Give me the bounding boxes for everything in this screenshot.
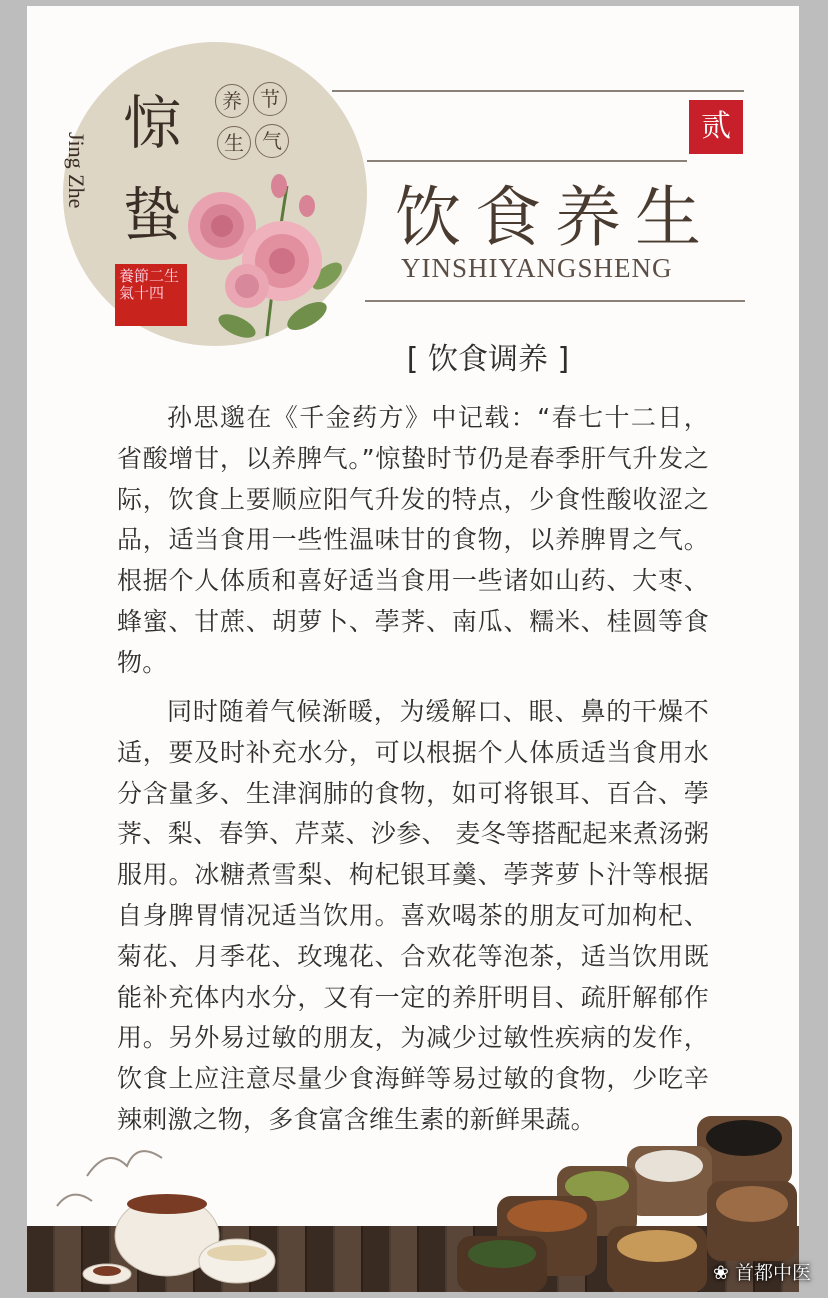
watermark-text: 首都中医 xyxy=(734,1262,811,1284)
red-seal-stamp: 養節二生氣十四 xyxy=(115,264,187,326)
header-line-mid xyxy=(367,160,687,162)
teapot-bowls-illustration-icon xyxy=(47,1136,277,1292)
badge-char-zhe: 蛰 xyxy=(123,181,182,249)
badge-char-jing: 惊 xyxy=(123,89,182,157)
page-subtitle-pinyin: YINSHIYANGSHENG xyxy=(401,253,673,283)
ring-char-yang: 养 xyxy=(215,84,249,118)
ring-char-jie: 节 xyxy=(253,82,287,116)
header-line-top xyxy=(332,90,744,92)
paragraph-1: 孙思邈在《千金药方》中记载：“春七十二日，省酸增甘，以养脾气。”惊蛰时节仍是春季肝气升发之际，饮食上要顺应阳气升发的特点，少食性酸收涩之品，适当食用一些性温味甘的食物，以养脾胃之气。根据个人体质和喜好适当食用一些诸如山药、大枣、蜂蜜、甘蔗、胡萝卜、荸荠、南瓜、糯米、桂圆等食物。 xyxy=(117,403,709,677)
ring-char-sheng: 生 xyxy=(217,126,251,160)
wechat-watermark xyxy=(713,1258,811,1285)
section-number-badge: 贰 xyxy=(689,100,743,154)
rose-illustration-icon xyxy=(177,166,367,346)
page-title: 饮食养生 xyxy=(395,179,715,256)
paragraph-2: 同时随着气候渐暖，为缓解口、眼、鼻的干燥不适，要及时补充水分，可以根据个人体质适当食用水分含量多、生津润肺的食物，如可将银耳、百合、荸荠、梨、春笋、芹菜、沙参、 麦冬等搭配起来煮汤粥服用。冰糖煮雪梨、枸杞银耳羹、荸荠萝卜汁等根据自身脾胃情况适当饮用。喜欢喝茶的朋友可加枸杞、菊花、月季花、玫瑰花、合欢花等泡茶，适当饮用既能补充体内水分，又有一定的养肝明目、疏肝解郁作用。另外易过敏的朋友，为减少过敏性疾病的发作，饮食上应注意尽量少食海鲜等易过敏的食物，少吃辛辣刺激之物，多食富含维生素的新鲜果蔬。 xyxy=(117,697,709,1134)
wechat-icon: ❀ xyxy=(713,1262,735,1284)
badge-pinyin: Jing Zhe xyxy=(64,132,89,209)
section-heading: [ 饮食调养 ] xyxy=(406,342,570,377)
poster-card xyxy=(27,6,811,1292)
header-line-bottom xyxy=(365,300,745,302)
ring-char-qi: 气 xyxy=(255,124,289,158)
